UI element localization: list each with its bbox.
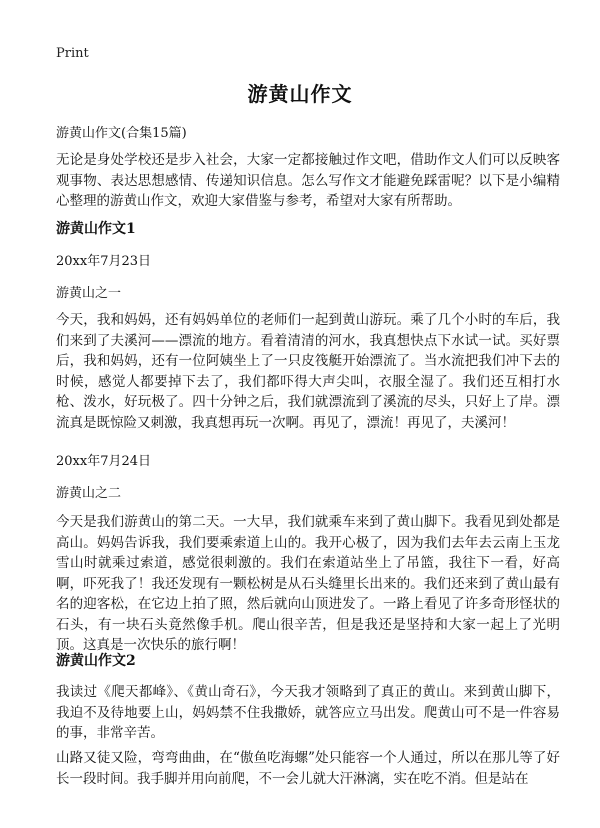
doc-subtitle: 游黄山作文(合集15篇)	[56, 126, 187, 141]
intro-paragraph: 无论是身处学校还是步入社会，大家一定都接触过作文吧，借助作文人们可以反映客观事物、表达思想感情、传递知识信息。怎么写作文才能避免踩雷呢？以下是小编精心整理的游黄山作文，欢迎大家借鉴与参考，希望对大家有所帮助。	[56, 152, 560, 209]
paragraph-2: 今天是我们游黄山的第二天。一大早，我们就乘车来到了黄山脚下。我看见到处都是高山。妈妈告诉我，我们要乘索道上山的。我开心极了，因为我们去年去云南上玉龙雪山时就乘过索道，感觉很刺激的。我们在索道站坐上了吊篮，我往下一看，好高啊，吓死我了！我还发现有一颗松树是从石头缝里长出来的。我们还来到了黄山最有名的迎客松，在它边上拍了照，然后就向山顶进发了。一路上看见了许多奇形怪状的石头，有一块石头竟然像手机。爬山很辛苦，但是我还是坚持和大家一起上了光明顶。这真是一次快乐的旅行啊！	[56, 514, 560, 653]
date-line-2: 20xx年7月24日	[56, 454, 152, 469]
paragraph-4: 山路又徒又险，弯弯曲曲，在“傲鱼吃海螺”处只能容一个人通过，所以在那儿等了好长一段时间。我手脚并用向前爬，不一会儿就大汗淋漓，实在吃不消。但是站在	[56, 750, 560, 787]
paragraph-3: 我读过《爬天都峰》、《黄山奇石》，今天我才领略到了真正的黄山。来到黄山脚下，我迫不及待地要上山，妈妈禁不住我撒娇，就答应立马出发。爬黄山可不是一件容易的事，非常辛苦。	[56, 684, 560, 741]
subheading-1: 游黄山之一	[56, 286, 122, 301]
date-line-1: 20xx年7月23日	[56, 254, 152, 269]
page-title: 游黄山作文	[247, 82, 353, 106]
paragraph-1: 今天，我和妈妈，还有妈妈单位的老师们一起到黄山游玩。乘了几个小时的车后，我们来到了夫溪河——漂流的地方。看着清清的河水，我真想快点下水试一试。买好票后，我和妈妈，还有一位阿姨坐上了一只皮筏艇开始漂流了。当水流把我们冲下去的时候，感觉人都要掉下去了，我们都吓得大声尖叫，衣服全湿了。我们还互相打水枪、泼水，好玩极了。四十分钟之后，我们就漂流到了溪流的尽头，只好上了岸。漂流真是既惊险又刺激，我真想再玩一次啊。再见了，漂流！再见了，夫溪河！	[56, 312, 560, 431]
section-heading-2: 游黄山作文2	[56, 653, 136, 669]
section-heading-1: 游黄山作文1	[56, 221, 136, 237]
subheading-2: 游黄山之二	[56, 486, 122, 501]
print-link[interactable]: Print	[56, 46, 89, 61]
